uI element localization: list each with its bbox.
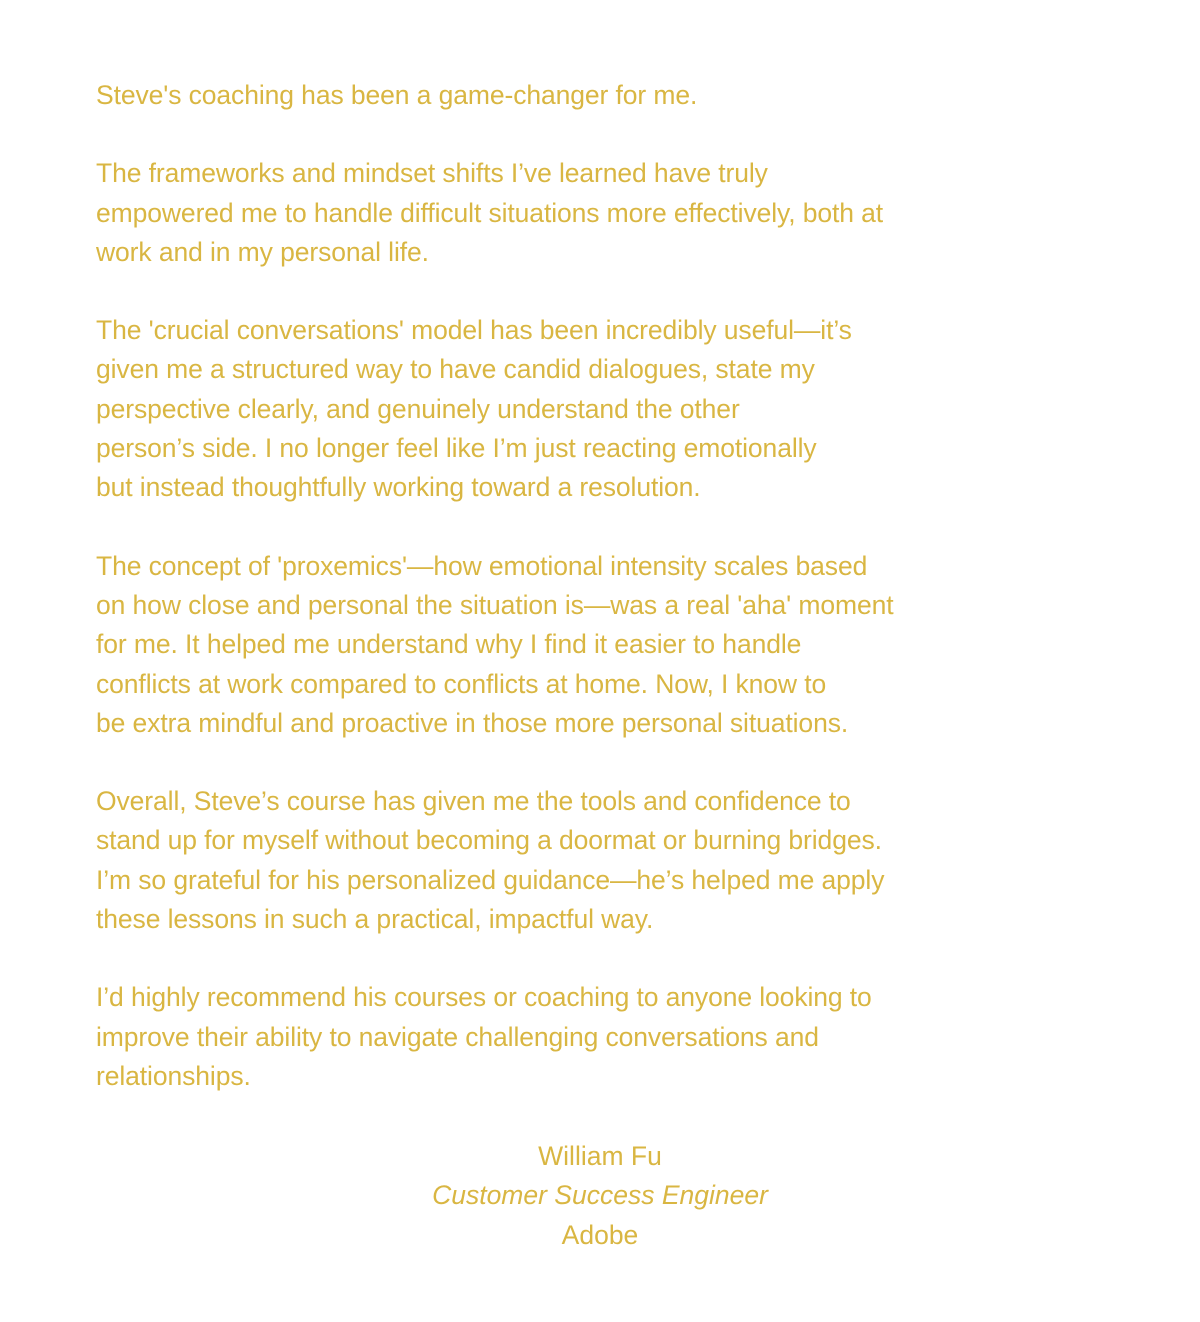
testimonial-line: but instead thoughtfully working toward a resolution. (96, 472, 701, 503)
testimonial-line: perspective clearly, and genuinely understand the other (96, 393, 740, 424)
author-company: Adobe (561, 1219, 639, 1250)
testimonial-attribution (0, 1137, 1200, 1255)
testimonial-line: given me a structured way to have candid dialogues, state my (96, 354, 815, 385)
testimonial-line: The concept of 'proxemics'—how emotional intensity scales based (96, 550, 868, 581)
testimonial-line: conflicts at work compared to conflicts at home. Now, I know to (96, 668, 827, 699)
author-role: Customer Success Engineer (432, 1180, 768, 1211)
testimonial-line: on how close and personal the situation is—was a real 'aha' moment (96, 589, 894, 620)
testimonial-paragraph (96, 978, 1076, 1096)
testimonial-line: The frameworks and mindset shifts I’ve learned have truly (96, 158, 768, 189)
testimonial-line: Steve's coaching has been a game-changer for me. (96, 80, 698, 110)
testimonial-line: I’d highly recommend his courses or coaching to anyone looking to (96, 982, 872, 1013)
testimonial-paragraph (96, 782, 1076, 939)
testimonial-line: for me. It helped me understand why I find it easier to handle (96, 629, 802, 660)
testimonial-paragraph (96, 547, 1076, 743)
testimonial-line: be extra mindful and proactive in those more personal situations. (96, 707, 849, 738)
testimonial-paragraph (96, 154, 1076, 272)
testimonial-line: person’s side. I no longer feel like I’m just reacting emotionally (96, 433, 817, 464)
author-name: William Fu (538, 1141, 662, 1171)
testimonial-paragraph (96, 311, 1076, 507)
testimonial-line: Overall, Steve’s course has given me the tools and confidence to (96, 786, 851, 817)
testimonial-line: work and in my personal life. (96, 236, 429, 267)
testimonial-line: The 'crucial conversations' model has been incredibly useful—it’s (96, 315, 852, 346)
testimonial-body (96, 76, 1076, 1135)
testimonial-line: I’m so grateful for his personalized guidance—he’s helped me apply (96, 864, 885, 895)
testimonial-line: stand up for myself without becoming a doormat or burning bridges. (96, 825, 882, 856)
testimonial-line: these lessons in such a practical, impactful way. (96, 904, 654, 935)
testimonial-line: empowered me to handle difficult situations more effectively, both at (96, 197, 884, 228)
testimonial-paragraph (96, 76, 1076, 115)
testimonial-line: improve their ability to navigate challenging conversations and (96, 1021, 819, 1052)
testimonial-line: relationships. (96, 1060, 251, 1091)
